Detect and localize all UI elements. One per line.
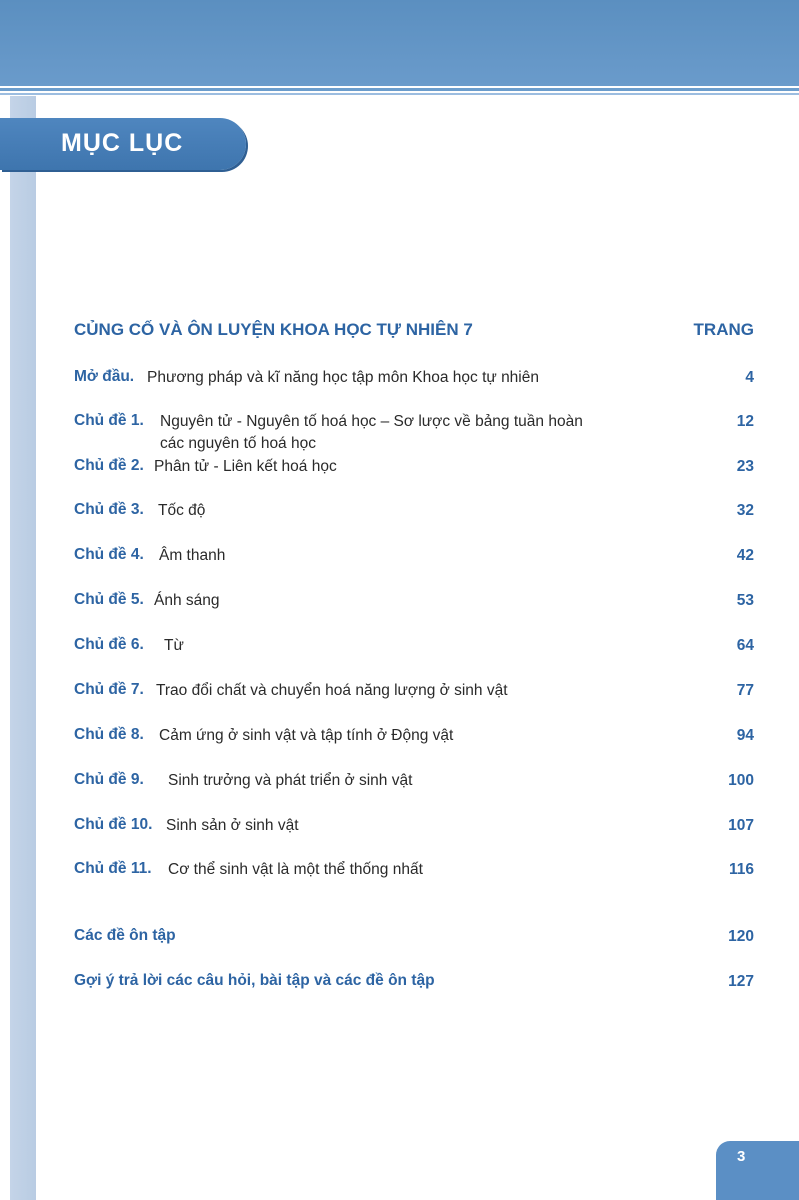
toc-entry-page: 100 bbox=[728, 772, 754, 789]
toc-entry-label: Chủ đề 6. bbox=[74, 636, 144, 653]
toc-entry-page: 116 bbox=[728, 861, 754, 878]
toc-entry-label: Chủ đề 2. bbox=[74, 457, 144, 474]
toc-entry-label: Chủ đề 10. bbox=[74, 816, 153, 833]
toc-entry-label: Chủ đề 7. bbox=[74, 681, 144, 698]
toc-entry-title: Trao đổi chất và chuyển hoá năng lượng ở sinh vật bbox=[156, 682, 508, 699]
toc-entry-page: 77 bbox=[736, 682, 754, 699]
toc-entry-title: Sinh sản ở sinh vật bbox=[166, 817, 299, 834]
header-band bbox=[0, 0, 799, 86]
toc-entry-label: Chủ đề 1. bbox=[74, 412, 144, 429]
toc-entry-title: Ánh sáng bbox=[154, 592, 220, 609]
toc-entry[interactable] bbox=[74, 546, 754, 586]
header-rule-thin bbox=[0, 93, 799, 95]
toc-entry[interactable] bbox=[74, 726, 754, 766]
toc-entry[interactable] bbox=[74, 771, 754, 811]
toc-entry[interactable] bbox=[74, 860, 754, 900]
toc-entry-page: 53 bbox=[736, 592, 754, 609]
toc-entry-label: Mở đầu. bbox=[74, 368, 135, 385]
toc-entry-page: 23 bbox=[736, 458, 754, 475]
toc-entry-page: 12 bbox=[736, 413, 754, 430]
page-title: MỤC LỤC bbox=[61, 129, 184, 157]
toc-entry-page: 120 bbox=[728, 928, 754, 945]
toc-entry-label: Chủ đề 9. bbox=[74, 771, 144, 788]
toc-entry-page: 94 bbox=[736, 727, 754, 744]
toc-entry[interactable] bbox=[74, 816, 754, 856]
toc-entry-title: Nguyên tử - Nguyên tố hoá học – Sơ lược về bảng tuần hoàn bbox=[160, 413, 583, 430]
toc-entry-page: 127 bbox=[728, 973, 754, 990]
toc-entry-page: 107 bbox=[728, 817, 754, 834]
toc-heading: CỦNG CỐ VÀ ÔN LUYỆN KHOA HỌC TỰ NHIÊN 7 bbox=[74, 320, 473, 339]
toc-entry[interactable] bbox=[74, 972, 754, 1012]
toc-entry-page: 4 bbox=[745, 369, 754, 386]
toc-entry[interactable] bbox=[74, 927, 754, 967]
toc-entry-title: Cơ thể sinh vật là một thể thống nhất bbox=[168, 861, 423, 878]
toc-entry-title: Từ bbox=[164, 637, 184, 654]
page-number: 3 bbox=[737, 1148, 746, 1165]
toc-entry-page: 42 bbox=[736, 547, 754, 564]
toc-entry-page: 64 bbox=[736, 637, 754, 654]
toc-entry[interactable] bbox=[74, 591, 754, 631]
toc-entry-label: Các đề ôn tập bbox=[74, 927, 176, 944]
toc-entry-title-continued: các nguyên tố hoá học bbox=[160, 435, 316, 452]
toc-entry-title: Tốc độ bbox=[158, 502, 206, 519]
toc-entry-title: Âm thanh bbox=[159, 547, 226, 564]
toc-entry[interactable] bbox=[74, 457, 754, 497]
toc-entry[interactable] bbox=[74, 412, 754, 456]
toc-entry-label: Chủ đề 5. bbox=[74, 591, 144, 608]
toc-entry-title: Phương pháp và kĩ năng học tập môn Khoa học tự nhiên bbox=[147, 369, 539, 386]
toc-entry-title: Phân tử - Liên kết hoá học bbox=[154, 458, 337, 475]
toc-page-heading: TRANG bbox=[693, 320, 754, 339]
toc-entry[interactable] bbox=[74, 636, 754, 676]
left-margin-stripe bbox=[10, 96, 36, 1200]
toc-entry-label: Chủ đề 3. bbox=[74, 501, 144, 518]
header-rule bbox=[0, 88, 799, 91]
toc-entry-title: Cảm ứng ở sinh vật và tập tính ở Động vật bbox=[159, 727, 454, 744]
toc-entry-label: Gợi ý trả lời các câu hỏi, bài tập và các đề ôn tập bbox=[74, 972, 435, 989]
toc-entry[interactable] bbox=[74, 681, 754, 721]
toc-entry-title: Sinh trưởng và phát triển ở sinh vật bbox=[168, 772, 413, 789]
toc-entry-label: Chủ đề 8. bbox=[74, 726, 144, 743]
toc-entry[interactable] bbox=[74, 501, 754, 541]
toc-entry-page: 32 bbox=[736, 502, 754, 519]
toc-entry-label: Chủ đề 4. bbox=[74, 546, 144, 563]
page-number-tab bbox=[716, 1141, 799, 1200]
toc-entry-label: Chủ đề 11. bbox=[74, 860, 152, 877]
toc-entry[interactable] bbox=[74, 368, 754, 408]
